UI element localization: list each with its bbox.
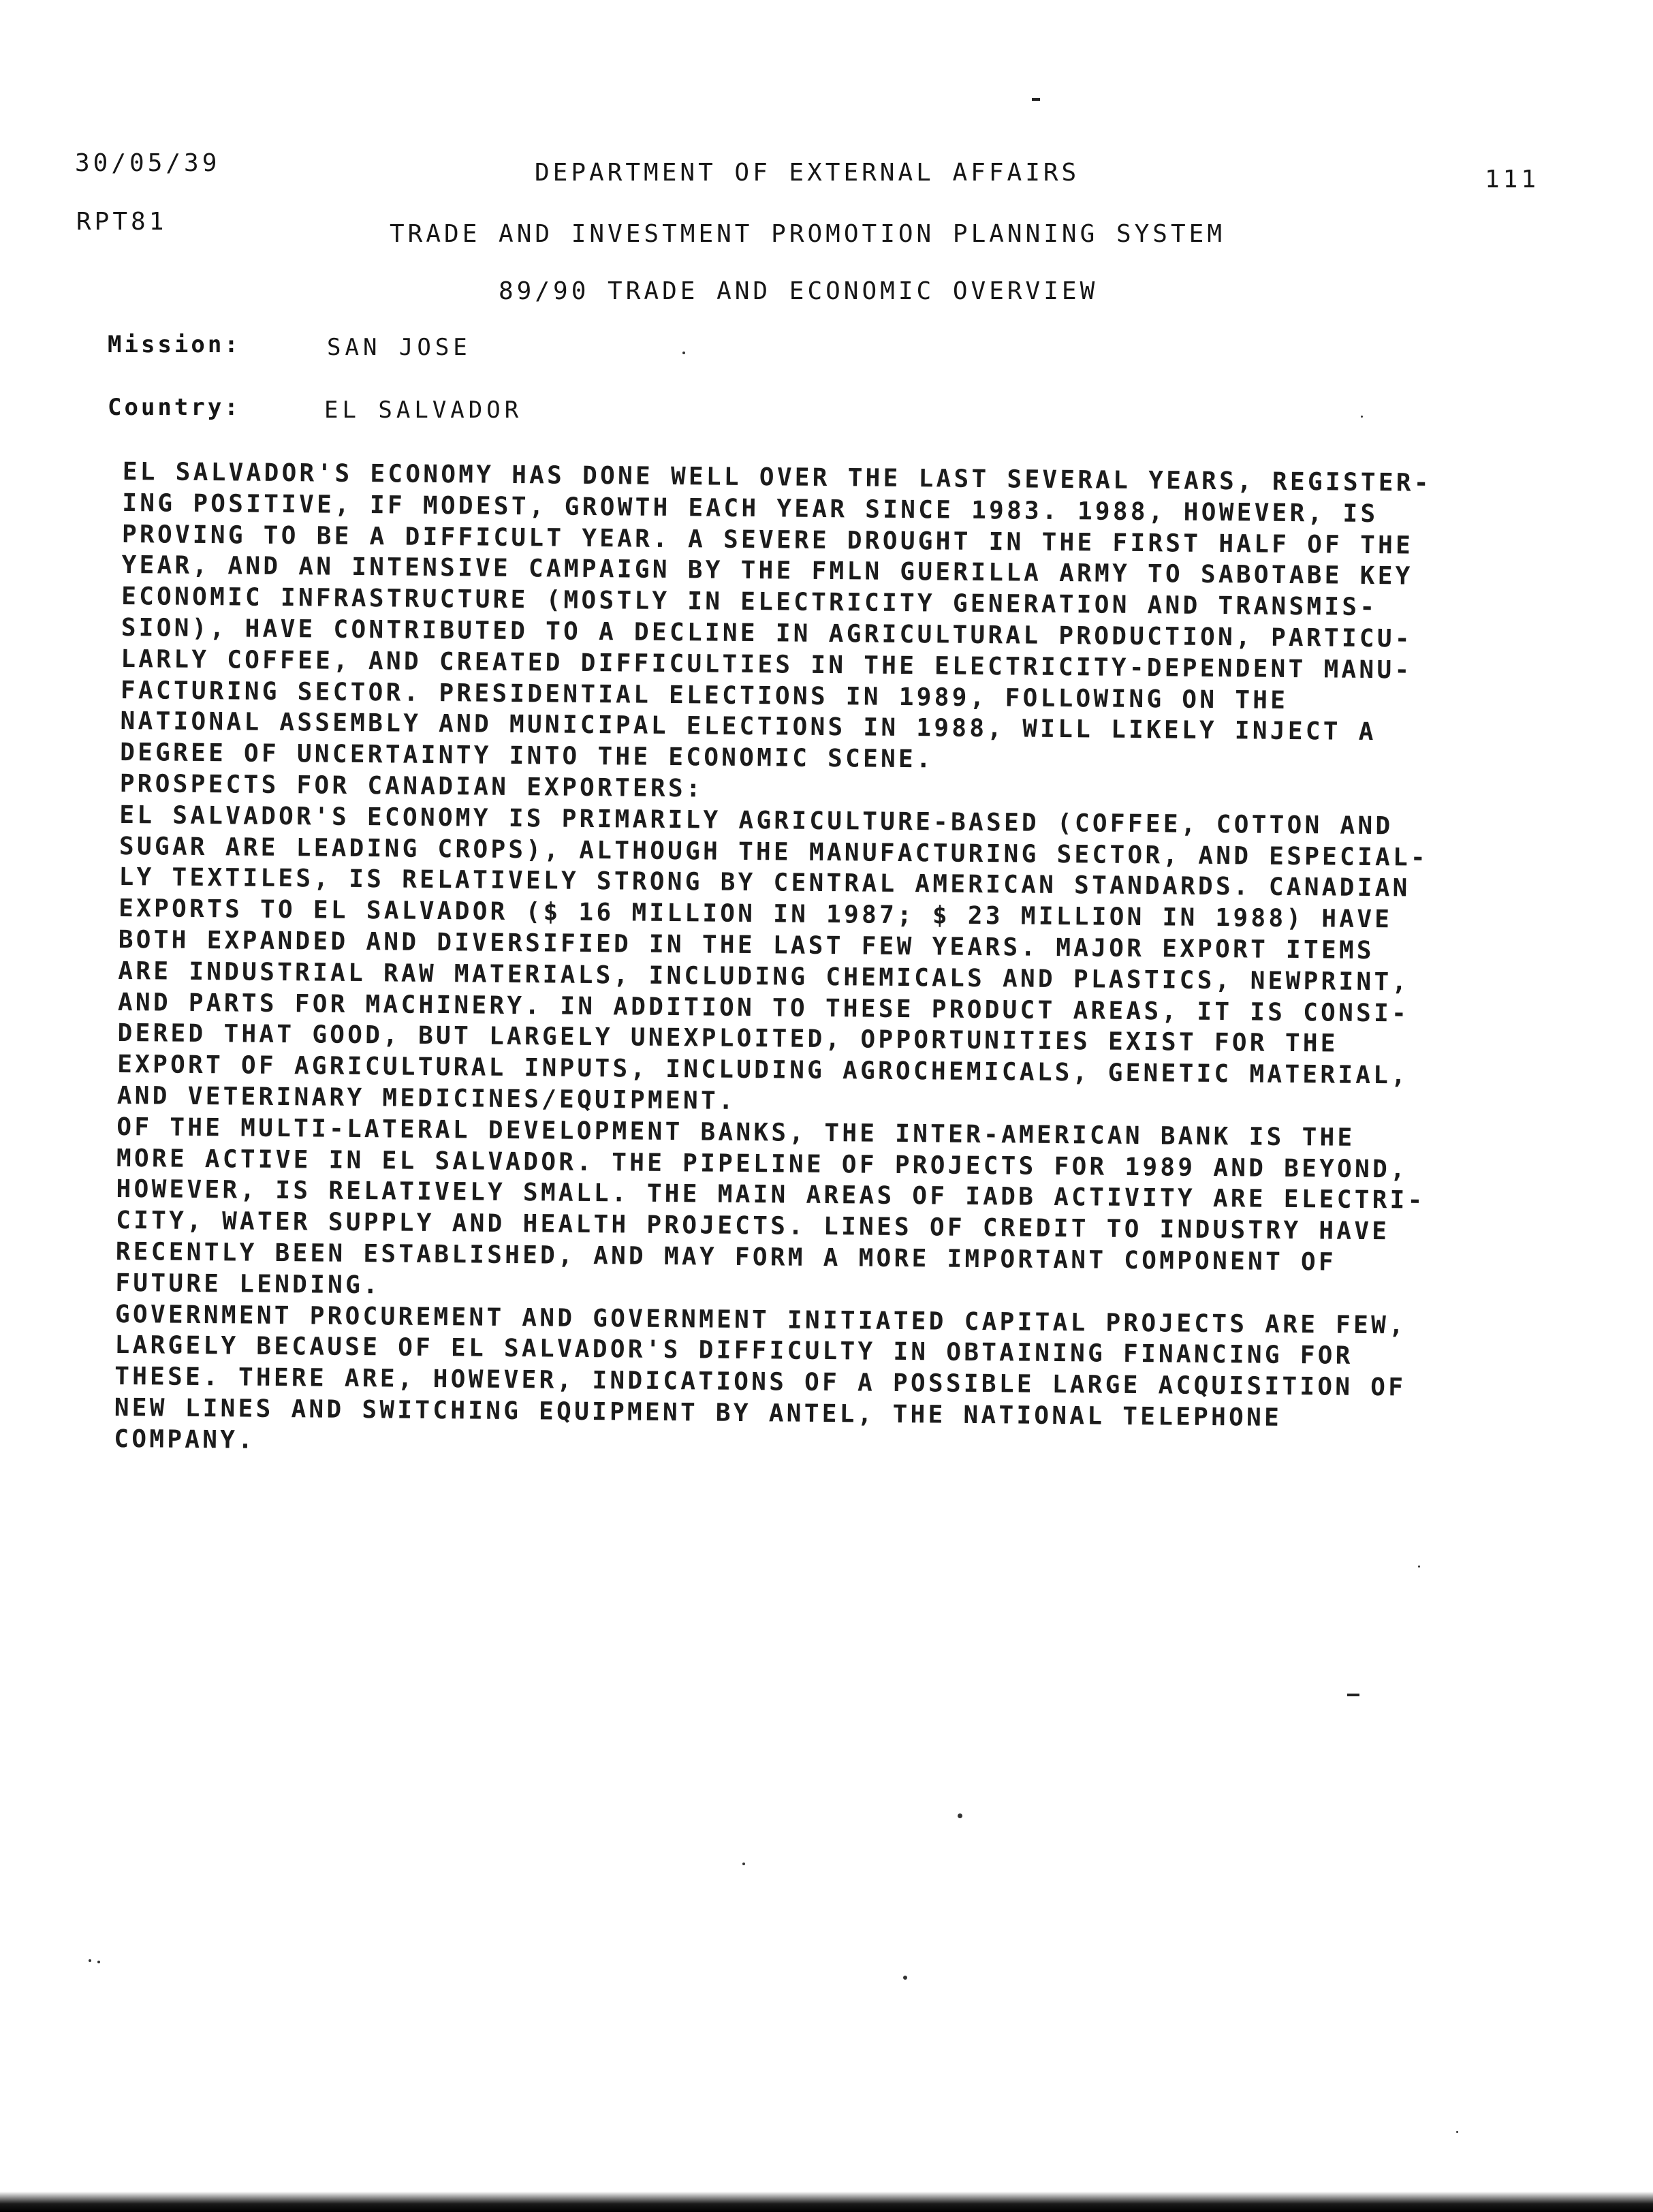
overview-body <box>114 456 1512 1467</box>
scan-speck <box>1456 2131 1458 2133</box>
body-line: DERED THAT GOOD, BUT LARGELY UNEXPLOITED, OPPORTUNITIES EXIST FOR THE <box>117 1019 1338 1058</box>
section-heading-prospects: PROSPECTS FOR CANADIAN EXPORTERS: <box>119 769 704 803</box>
body-line: LARLY COFFEE, AND CREATED DIFFICULTIES IN THE ELECTRICITY-DEPENDENT MANU- <box>121 644 1413 685</box>
page-number: 111 <box>1485 166 1540 193</box>
scan-speck <box>742 1863 745 1865</box>
scan-mark <box>1347 1694 1359 1696</box>
scan-mark <box>1032 98 1040 101</box>
body-line: FUTURE LENDING. <box>115 1268 381 1300</box>
body-line: CITY, WATER SUPPLY AND HEALTH PROJECTS. LINES OF CREDIT TO INDUSTRY HAVE <box>116 1206 1390 1246</box>
body-line: THESE. THERE ARE, HOWEVER, INDICATIONS OF A POSSIBLE LARGE ACQUISITION OF <box>114 1362 1406 1402</box>
body-line: COMPANY. <box>114 1424 256 1454</box>
scan-speck <box>89 1959 91 1962</box>
mission-label: Mission: <box>108 331 241 358</box>
body-line: SION), HAVE CONTRIBUTED TO A DECLINE IN AGRICULTURAL PRODUCTION, PARTICU- <box>121 613 1413 653</box>
body-line: YEAR, AND AN INTENSIVE CAMPAIGN BY THE FMLN GUERILLA ARMY TO SABOTABE KEY <box>121 551 1413 591</box>
scan-speck <box>1361 416 1363 418</box>
report-code: RPT81 <box>76 208 168 236</box>
body-line: GOVERNMENT PROCUREMENT AND GOVERNMENT INITIATED CAPITAL PROJECTS ARE FEW, <box>114 1300 1407 1340</box>
body-line: RECENTLY BEEN ESTABLISHED, AND MAY FORM A MORE IMPORTANT COMPONENT OF <box>115 1237 1337 1277</box>
body-line: FACTURING SECTOR. PRESIDENTIAL ELECTIONS IN 1989, FOLLOWING ON THE <box>120 676 1289 715</box>
body-line: SUGAR ARE LEADING CROPS), ALTHOUGH THE MANUFACTURING SECTOR, AND ESPECIAL- <box>119 832 1429 872</box>
body-line: OF THE MULTI-LATERAL DEVELOPMENT BANKS, THE INTER-AMERICAN BANK IS THE <box>116 1112 1355 1152</box>
scan-speck <box>97 1961 100 1963</box>
body-line: NATIONAL ASSEMBLY AND MUNICIPAL ELECTIONS IN 1988, WILL LIKELY INJECT A <box>120 707 1376 747</box>
body-line: ARE INDUSTRIAL RAW MATERIALS, INCLUDING CHEMICALS AND PLASTICS, NEWPRINT, <box>118 956 1410 997</box>
body-line: EL SALVADOR'S ECONOMY HAS DONE WELL OVER THE LAST SEVERAL YEARS, REGISTER- <box>122 457 1432 497</box>
body-line: AND PARTS FOR MACHINERY. IN ADDITION TO THESE PRODUCT AREAS, IT IS CONSI- <box>117 988 1410 1028</box>
scan-speck <box>958 1813 962 1818</box>
country-label: Country: <box>108 394 241 421</box>
country-value: EL SALVADOR <box>324 396 523 424</box>
department-heading: DEPARTMENT OF EXTERNAL AFFAIRS <box>535 159 1080 187</box>
body-line: MORE ACTIVE IN EL SALVADOR. THE PIPELINE OF PROJECTS FOR 1989 AND BEYOND, <box>116 1144 1408 1184</box>
body-line: PROVING TO BE A DIFFICULT YEAR. A SEVERE DROUGHT IN THE FIRST HALF OF THE <box>121 520 1414 560</box>
report-date: 30/05/39 <box>75 149 221 177</box>
mission-value: SAN JOSE <box>327 334 471 361</box>
scan-bottom-edge <box>0 2192 1653 2212</box>
body-line: ING POSITIVE, IF MODEST, GROWTH EACH YEAR SINCE 1983. 1988, HOWEVER, IS <box>122 488 1379 528</box>
body-line: AND VETERINARY MEDICINES/EQUIPMENT. <box>116 1081 737 1115</box>
report-title: 89/90 TRADE AND ECONOMIC OVERVIEW <box>499 277 1099 305</box>
system-heading: TRADE AND INVESTMENT PROMOTION PLANNING SYSTEM <box>390 220 1225 248</box>
body-line: EXPORTS TO EL SALVADOR ($ 16 MILLION IN 1987; $ 23 MILLION IN 1988) HAVE <box>119 894 1393 934</box>
body-line: BOTH EXPANDED AND DIVERSIFIED IN THE LAST FEW YEARS. MAJOR EXPORT ITEMS <box>118 925 1375 965</box>
body-line: NEW LINES AND SWITCHING EQUIPMENT BY ANTEL, THE NATIONAL TELEPHONE <box>114 1393 1282 1432</box>
body-line: ECONOMIC INFRASTRUCTURE (MOSTLY IN ELECTRICITY GENERATION AND TRANSMIS- <box>121 582 1378 622</box>
body-line: HOWEVER, IS RELATIVELY SMALL. THE MAIN AREAS OF IADB ACTIVITY ARE ELECTRI- <box>116 1175 1426 1215</box>
scan-speck <box>903 1976 907 1980</box>
body-line: LY TEXTILES, IS RELATIVELY STRONG BY CENTRAL AMERICAN STANDARDS. CANADIAN <box>119 863 1411 903</box>
body-line: EXPORT OF AGRICULTURAL INPUTS, INCLUDING AGROCHEMICALS, GENETIC MATERIAL, <box>117 1050 1409 1090</box>
body-line: DEGREE OF UNCERTAINTY INTO THE ECONOMIC SCENE. <box>120 738 934 774</box>
scan-speck <box>682 352 685 354</box>
body-line: EL SALVADOR'S ECONOMY IS PRIMARILY AGRICULTURE-BASED (COFFEE, COTTON AND <box>119 800 1394 841</box>
body-line: LARGELY BECAUSE OF EL SALVADOR'S DIFFICULTY IN OBTAINING FINANCING FOR <box>114 1331 1353 1371</box>
scan-speck <box>1418 1565 1420 1568</box>
